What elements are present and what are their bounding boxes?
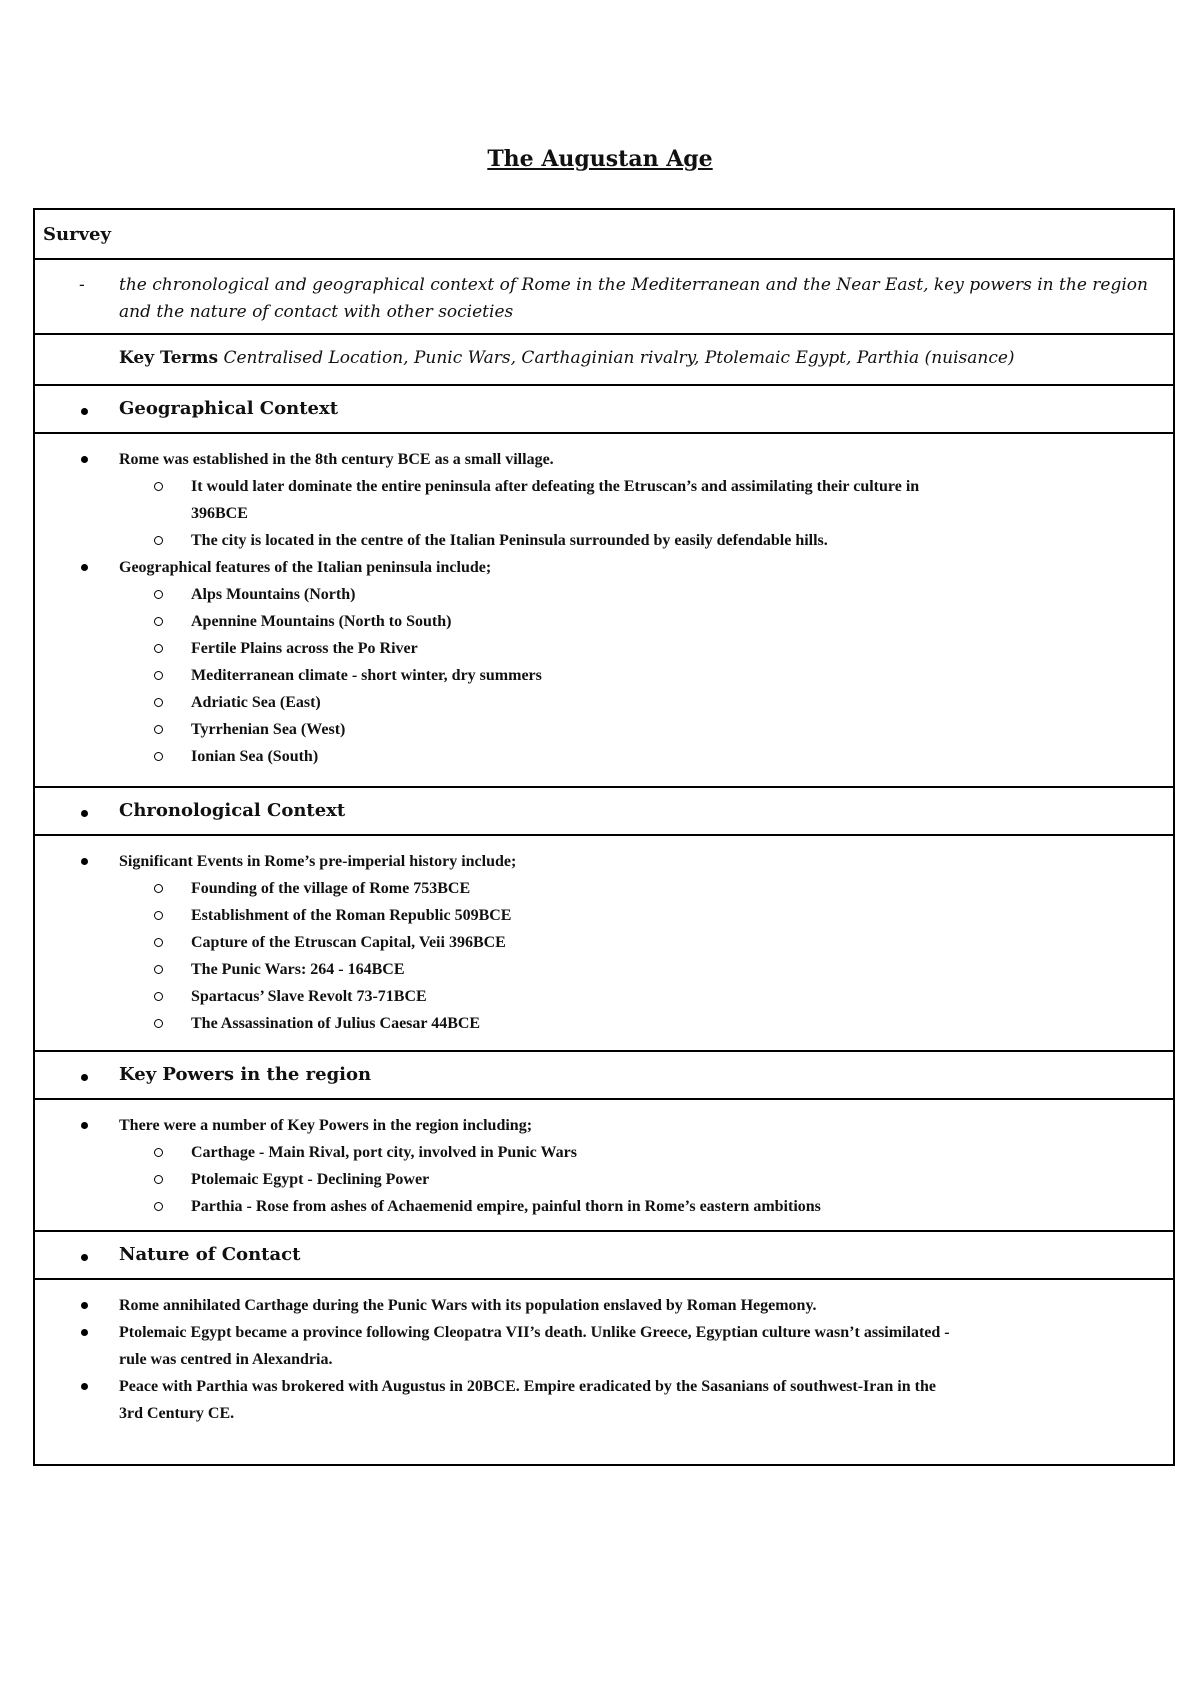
sub-list-item: Ionian Sea (South) — [35, 743, 1153, 770]
sub-list-item: Apennine Mountains (North to South) — [35, 608, 1153, 635]
powers-heading: Key Powers in the region — [119, 1064, 372, 1085]
key-terms-label: Key Terms — [119, 348, 219, 368]
sub-list-item: The Assassination of Julius Caesar 44BCE — [35, 1010, 1153, 1037]
sub-list-item: The city is located in the centre of the Italian Peninsula surrounded by easily defendable hills. — [35, 527, 1153, 554]
sub-list-item: Carthage - Main Rival, port city, involved in Punic Wars — [35, 1139, 1153, 1166]
list-item-continued: 3rd Century CE. — [119, 1405, 235, 1422]
powers-heading-row — [35, 1052, 1173, 1100]
sub-list-item: Establishment of the Roman Republic 509BCE — [35, 902, 1153, 929]
circle-bullet-icon — [154, 482, 163, 491]
survey-heading: Survey — [35, 210, 1173, 260]
circle-bullet-icon — [154, 644, 163, 653]
bullet-icon — [81, 408, 88, 415]
survey-description — [35, 260, 1173, 335]
circle-bullet-icon — [154, 1019, 163, 1028]
sub-list-item: Adriatic Sea (East) — [35, 689, 1153, 716]
circle-bullet-icon — [154, 1175, 163, 1184]
key-terms-text: Centralised Location, Punic Wars, Carthaginian rivalry, Ptolemaic Egypt, Parthia (nuisance) — [223, 348, 1015, 368]
bullet-icon — [81, 1122, 88, 1129]
circle-bullet-icon — [154, 965, 163, 974]
circle-bullet-icon — [154, 1202, 163, 1211]
sub-list-item: It would later dominate the entire peninsula after defeating the Etruscan’s and assimilating their culture in — [35, 473, 1153, 500]
sub-list-item-continued: 396BCE — [191, 505, 248, 522]
geographical-body — [35, 434, 1173, 788]
list-item: Ptolemaic Egypt became a province following Cleopatra VII’s death. Unlike Greece, Egyptian culture wasn’t assimilated - — [35, 1319, 1153, 1346]
chronological-heading: Chronological Context — [119, 800, 346, 821]
list-item-continued: rule was centred in Alexandria. — [119, 1351, 333, 1368]
circle-bullet-icon — [154, 752, 163, 761]
sub-list-item: Capture of the Etruscan Capital, Veii 396BCE — [35, 929, 1153, 956]
circle-bullet-icon — [154, 911, 163, 920]
bullet-icon — [81, 1074, 88, 1081]
bullet-icon — [81, 564, 88, 571]
bullet-icon — [81, 810, 88, 817]
contact-body — [35, 1280, 1173, 1464]
dash-marker: - — [79, 275, 85, 295]
circle-bullet-icon — [154, 725, 163, 734]
circle-bullet-icon — [154, 590, 163, 599]
bullet-icon — [81, 1254, 88, 1261]
sub-list-item: Tyrrhenian Sea (West) — [35, 716, 1153, 743]
geographical-heading-row — [35, 386, 1173, 434]
chronological-heading-row — [35, 788, 1173, 836]
circle-bullet-icon — [154, 1148, 163, 1157]
page-title: The Augustan Age — [487, 146, 713, 172]
list-item: Rome was established in the 8th century BCE as a small village. — [35, 446, 1153, 473]
contact-heading-row — [35, 1232, 1173, 1280]
geographical-heading: Geographical Context — [119, 398, 339, 419]
list-item: There were a number of Key Powers in the region including; — [35, 1112, 1153, 1139]
contact-heading: Nature of Contact — [119, 1244, 301, 1265]
circle-bullet-icon — [154, 698, 163, 707]
circle-bullet-icon — [154, 617, 163, 626]
list-item: Peace with Parthia was brokered with Augustus in 20BCE. Empire eradicated by the Sasanians of southwest-Iran in the — [35, 1373, 1153, 1400]
sub-list-item: Mediterranean climate - short winter, dry summers — [35, 662, 1153, 689]
bullet-icon — [81, 1302, 88, 1309]
circle-bullet-icon — [154, 671, 163, 680]
survey-text: the chronological and geographical context of Rome in the Mediterranean and the Near East, key powers in the region and the nature of contact with other societies — [119, 275, 1148, 322]
sub-list-item: Ptolemaic Egypt - Declining Power — [35, 1166, 1153, 1193]
bullet-icon — [81, 456, 88, 463]
circle-bullet-icon — [154, 992, 163, 1001]
list-item: Rome annihilated Carthage during the Punic Wars with its population enslaved by Roman Hegemony. — [35, 1292, 1153, 1319]
sub-list-item: Fertile Plains across the Po River — [35, 635, 1153, 662]
powers-body — [35, 1100, 1173, 1232]
sub-list-item: Alps Mountains (North) — [35, 581, 1153, 608]
sub-list-item: The Punic Wars: 264 - 164BCE — [35, 956, 1153, 983]
notes-table — [33, 208, 1175, 1466]
list-item: Geographical features of the Italian peninsula include; — [35, 554, 1153, 581]
circle-bullet-icon — [154, 884, 163, 893]
chronological-body — [35, 836, 1173, 1052]
sub-list-item: Spartacus’ Slave Revolt 73-71BCE — [35, 983, 1153, 1010]
key-terms-row — [35, 335, 1173, 386]
sub-list-item: Parthia - Rose from ashes of Achaemenid empire, painful thorn in Rome’s eastern ambitions — [35, 1193, 1153, 1220]
bullet-icon — [81, 1329, 88, 1336]
circle-bullet-icon — [154, 536, 163, 545]
sub-list-item: Founding of the village of Rome 753BCE — [35, 875, 1153, 902]
circle-bullet-icon — [154, 938, 163, 947]
bullet-icon — [81, 858, 88, 865]
bullet-icon — [81, 1383, 88, 1390]
list-item: Significant Events in Rome’s pre-imperial history include; — [35, 848, 1153, 875]
